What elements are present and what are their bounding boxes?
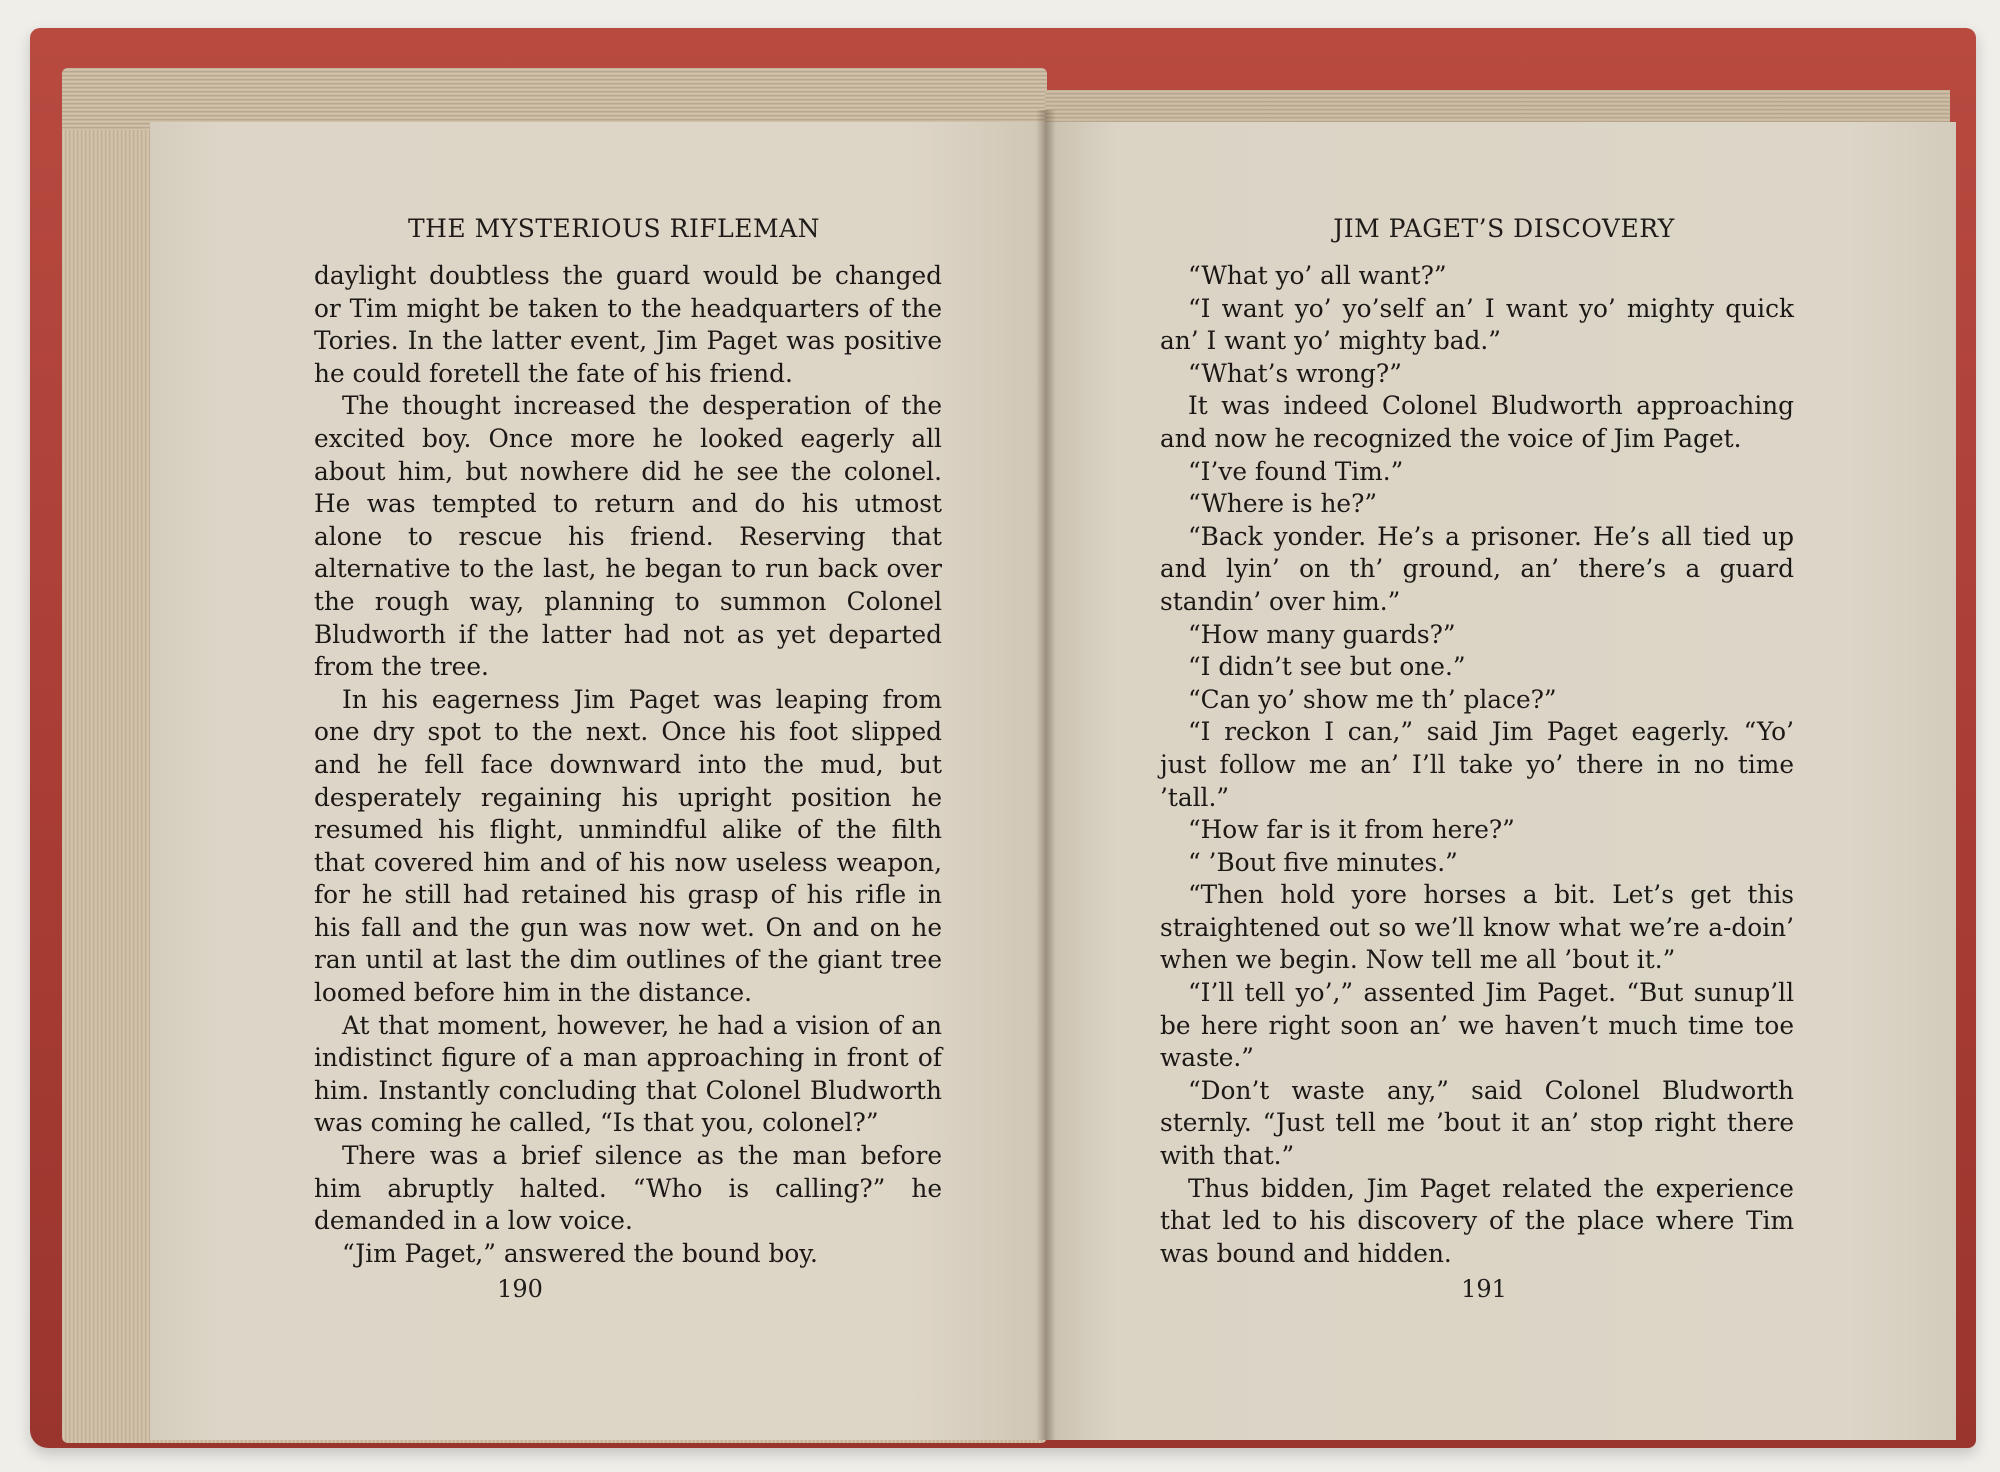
paragraph: “Where is he?” — [1188, 489, 1378, 519]
paragraph: “I want yo’ yo’self an’ I want yo’ mighty quick an’ I want yo’ mighty bad.” — [1160, 293, 1794, 356]
page-number-right: 191 — [1461, 1275, 1507, 1303]
paragraph: There was a brief silence as the man before him abruptly halted. “Who is calling?” he demanded in a low voice. — [314, 1141, 942, 1236]
paragraph: “Don’t waste any,” said Colonel Bludworth sternly. “Just tell me ’bout it an’ stop right there with that.” — [1160, 1075, 1794, 1171]
paragraph: daylight doubtless the guard would be changed or Tim might be taken to the headquarters of the Tories. In the latter event, Jim Paget was positive he could foretell the fate of his friend. — [314, 261, 942, 388]
paragraph: “Can yo’ show me th’ place?” — [1188, 684, 1557, 714]
page-edges-top-right — [1045, 90, 1950, 122]
paragraph: “I reckon I can,” said Jim Paget eagerly. “Yo’ just follow me an’ I’ll take yo’ there in no time ’tall.” — [1160, 717, 1794, 812]
running-header-left: THE MYSTERIOUS RIFLEMAN — [407, 214, 821, 243]
paragraph: “What’s wrong?” — [1188, 358, 1402, 388]
left-page — [150, 122, 1046, 1440]
page-number-left: 190 — [497, 1275, 543, 1303]
paragraph: “Then hold yore horses a bit. Let’s get this straightened out so we’ll know what we’re a-doin’ when we begin. Now tell me all ’bout it.” — [1160, 880, 1794, 975]
paragraph: The thought increased the desperation of the excited boy. Once more he looked eagerly all about him, but nowhere did he see the colonel. He was tempted to return and do his utmost alone to rescue his friend. Reserving that alternative to the last, he began to run back over the rough way, planning to summon Colonel Bludworth if the latter had not as yet departed from the tree. — [314, 391, 942, 682]
right-page — [1044, 122, 1956, 1440]
paragraph: “ ’Bout five minutes.” — [1188, 847, 1458, 877]
paragraph: At that moment, however, he had a vision of an indistinct figure of a man approaching in front of him. Instantly concluding that Colonel Bludworth was coming he called, “Is that you, colonel?” — [314, 1010, 942, 1138]
book-gutter — [1036, 110, 1056, 1440]
left-page-text — [314, 260, 942, 1270]
paragraph: “I’ve found Tim.” — [1188, 456, 1404, 486]
paragraph: “Back yonder. He’s a prisoner. He’s all tied up and lyin’ on th’ ground, an’ there’s a guard standin’ over him.” — [1160, 521, 1794, 616]
paragraph: It was indeed Colonel Bludworth approaching and now he recognized the voice of Jim Paget. — [1160, 391, 1794, 453]
right-page-text — [1160, 260, 1794, 1270]
paragraph: “What yo’ all want?” — [1188, 261, 1447, 290]
paragraph: In his eagerness Jim Paget was leaping from one dry spot to the next. Once his foot slipped and he fell face downward into the mud, but desperately regaining his upright position he resumed his flight, unmindful alike of the filth that covered him and of his now useless weapon, for he still had retained his grasp of his rifle in his fall and the gun was now wet. On and on he ran until at last the dim outlines of the giant tree loomed before him in the distance. — [314, 684, 942, 1008]
paragraph: “How many guards?” — [1188, 619, 1456, 649]
running-header-right: JIM PAGET’S DISCOVERY — [1333, 214, 1675, 243]
paragraph: Thus bidden, Jim Paget related the experience that led to his discovery of the place where Tim was bound and hidden. — [1160, 1173, 1794, 1268]
page-edges-top-left — [62, 68, 1047, 130]
paragraph: “I’ll tell yo’,” assented Jim Paget. “But sunup’ll be here right soon an’ we haven’t much time toe waste.” — [1160, 978, 1794, 1073]
paragraph: “I didn’t see but one.” — [1188, 652, 1466, 682]
paragraph: “How far is it from here?” — [1188, 815, 1515, 845]
paragraph: “Jim Paget,” answered the bound boy. — [342, 1238, 818, 1268]
